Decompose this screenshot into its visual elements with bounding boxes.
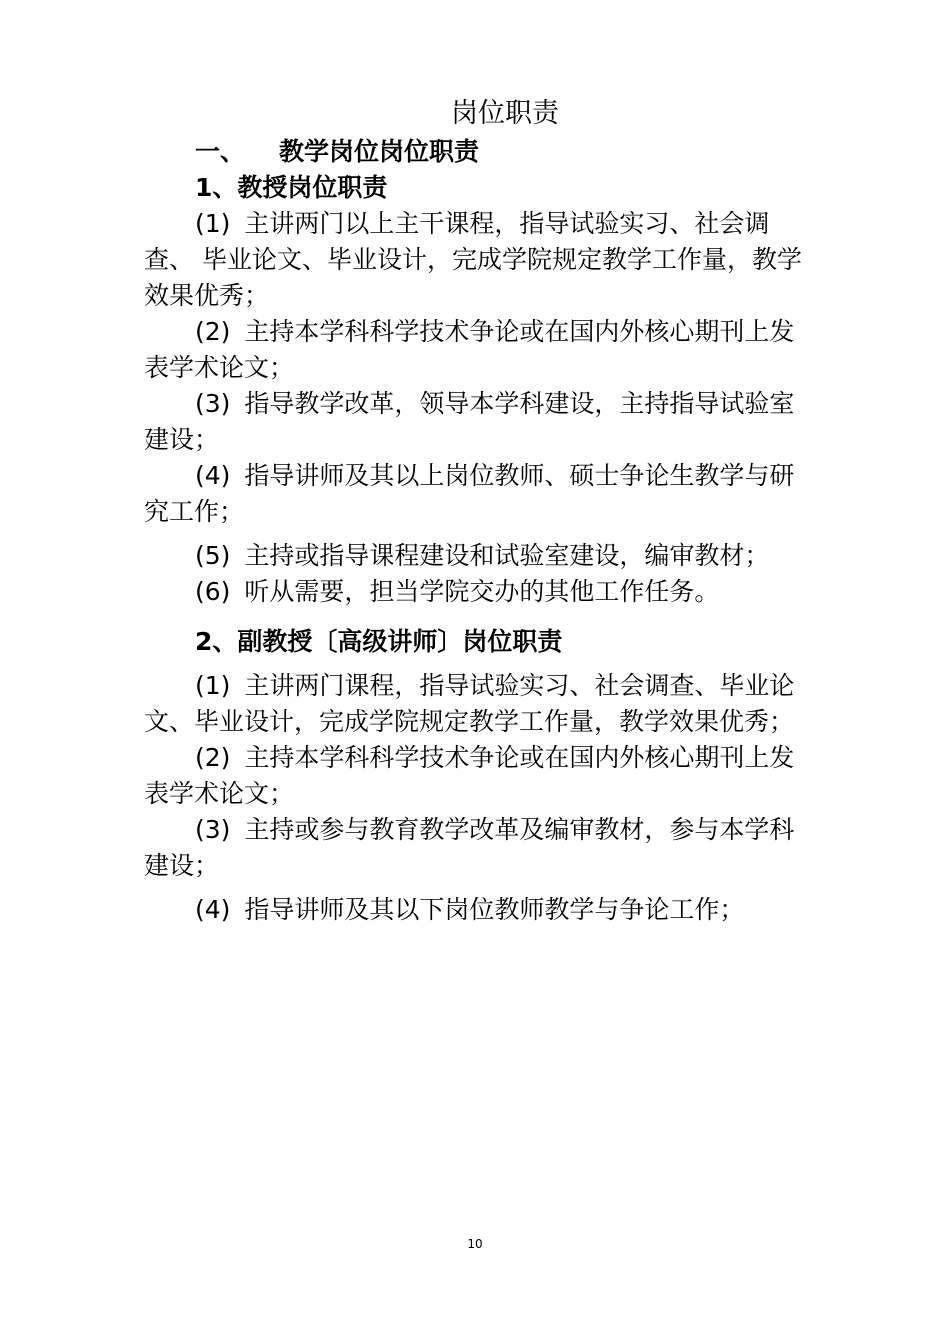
subsection-heading-associate-professor: 2、副教授〔高级讲师〕岗位职责 bbox=[195, 627, 563, 656]
section-heading bbox=[144, 134, 816, 170]
list-item: (5) 主持或指导课程建设和试验室建设，编审教材； bbox=[195, 541, 770, 570]
document-body bbox=[144, 134, 816, 928]
page-number: 10 bbox=[467, 1237, 483, 1251]
list-item: (1) 主讲两门课程，指导试验实习、社会调查、毕业论文、毕业设计，完成学院规定教学工作量，教学效果优秀； bbox=[144, 671, 795, 736]
list-item: (4) 指导讲师及其以下岗位教师教学与争论工作； bbox=[195, 895, 745, 924]
list-item: (2) 主持本学科科学技术争论或在国内外核心期刊上发表学术论文； bbox=[144, 317, 795, 382]
list-item: (4) 指导讲师及其以上岗位教师、硕士争论生教学与研究工作； bbox=[144, 461, 795, 526]
subsection-heading-professor: 1、教授岗位职责 bbox=[195, 173, 388, 202]
list-item: (1) 主讲两门以上主干课程，指导试验实习、社会调查、 毕业论文、毕业设计，完成学院规定教学工作量，教学效果优秀； bbox=[144, 209, 802, 310]
section-title: 教学岗位岗位职责 bbox=[279, 137, 480, 166]
list-item: (3) 主持或参与教育教学改革及编审教材，参与本学科建设； bbox=[144, 815, 795, 880]
page-title: 岗位职责 bbox=[451, 98, 559, 129]
list-item: (3) 指导教学改革，领导本学科建设，主持指导试验室建设； bbox=[144, 389, 795, 454]
section-number: 一、 bbox=[195, 137, 246, 166]
list-item: (6) 听从需要，担当学院交办的其他工作任务。 bbox=[195, 577, 720, 606]
list-item: (2) 主持本学科科学技术争论或在国内外核心期刊上发表学术论文； bbox=[144, 743, 795, 808]
